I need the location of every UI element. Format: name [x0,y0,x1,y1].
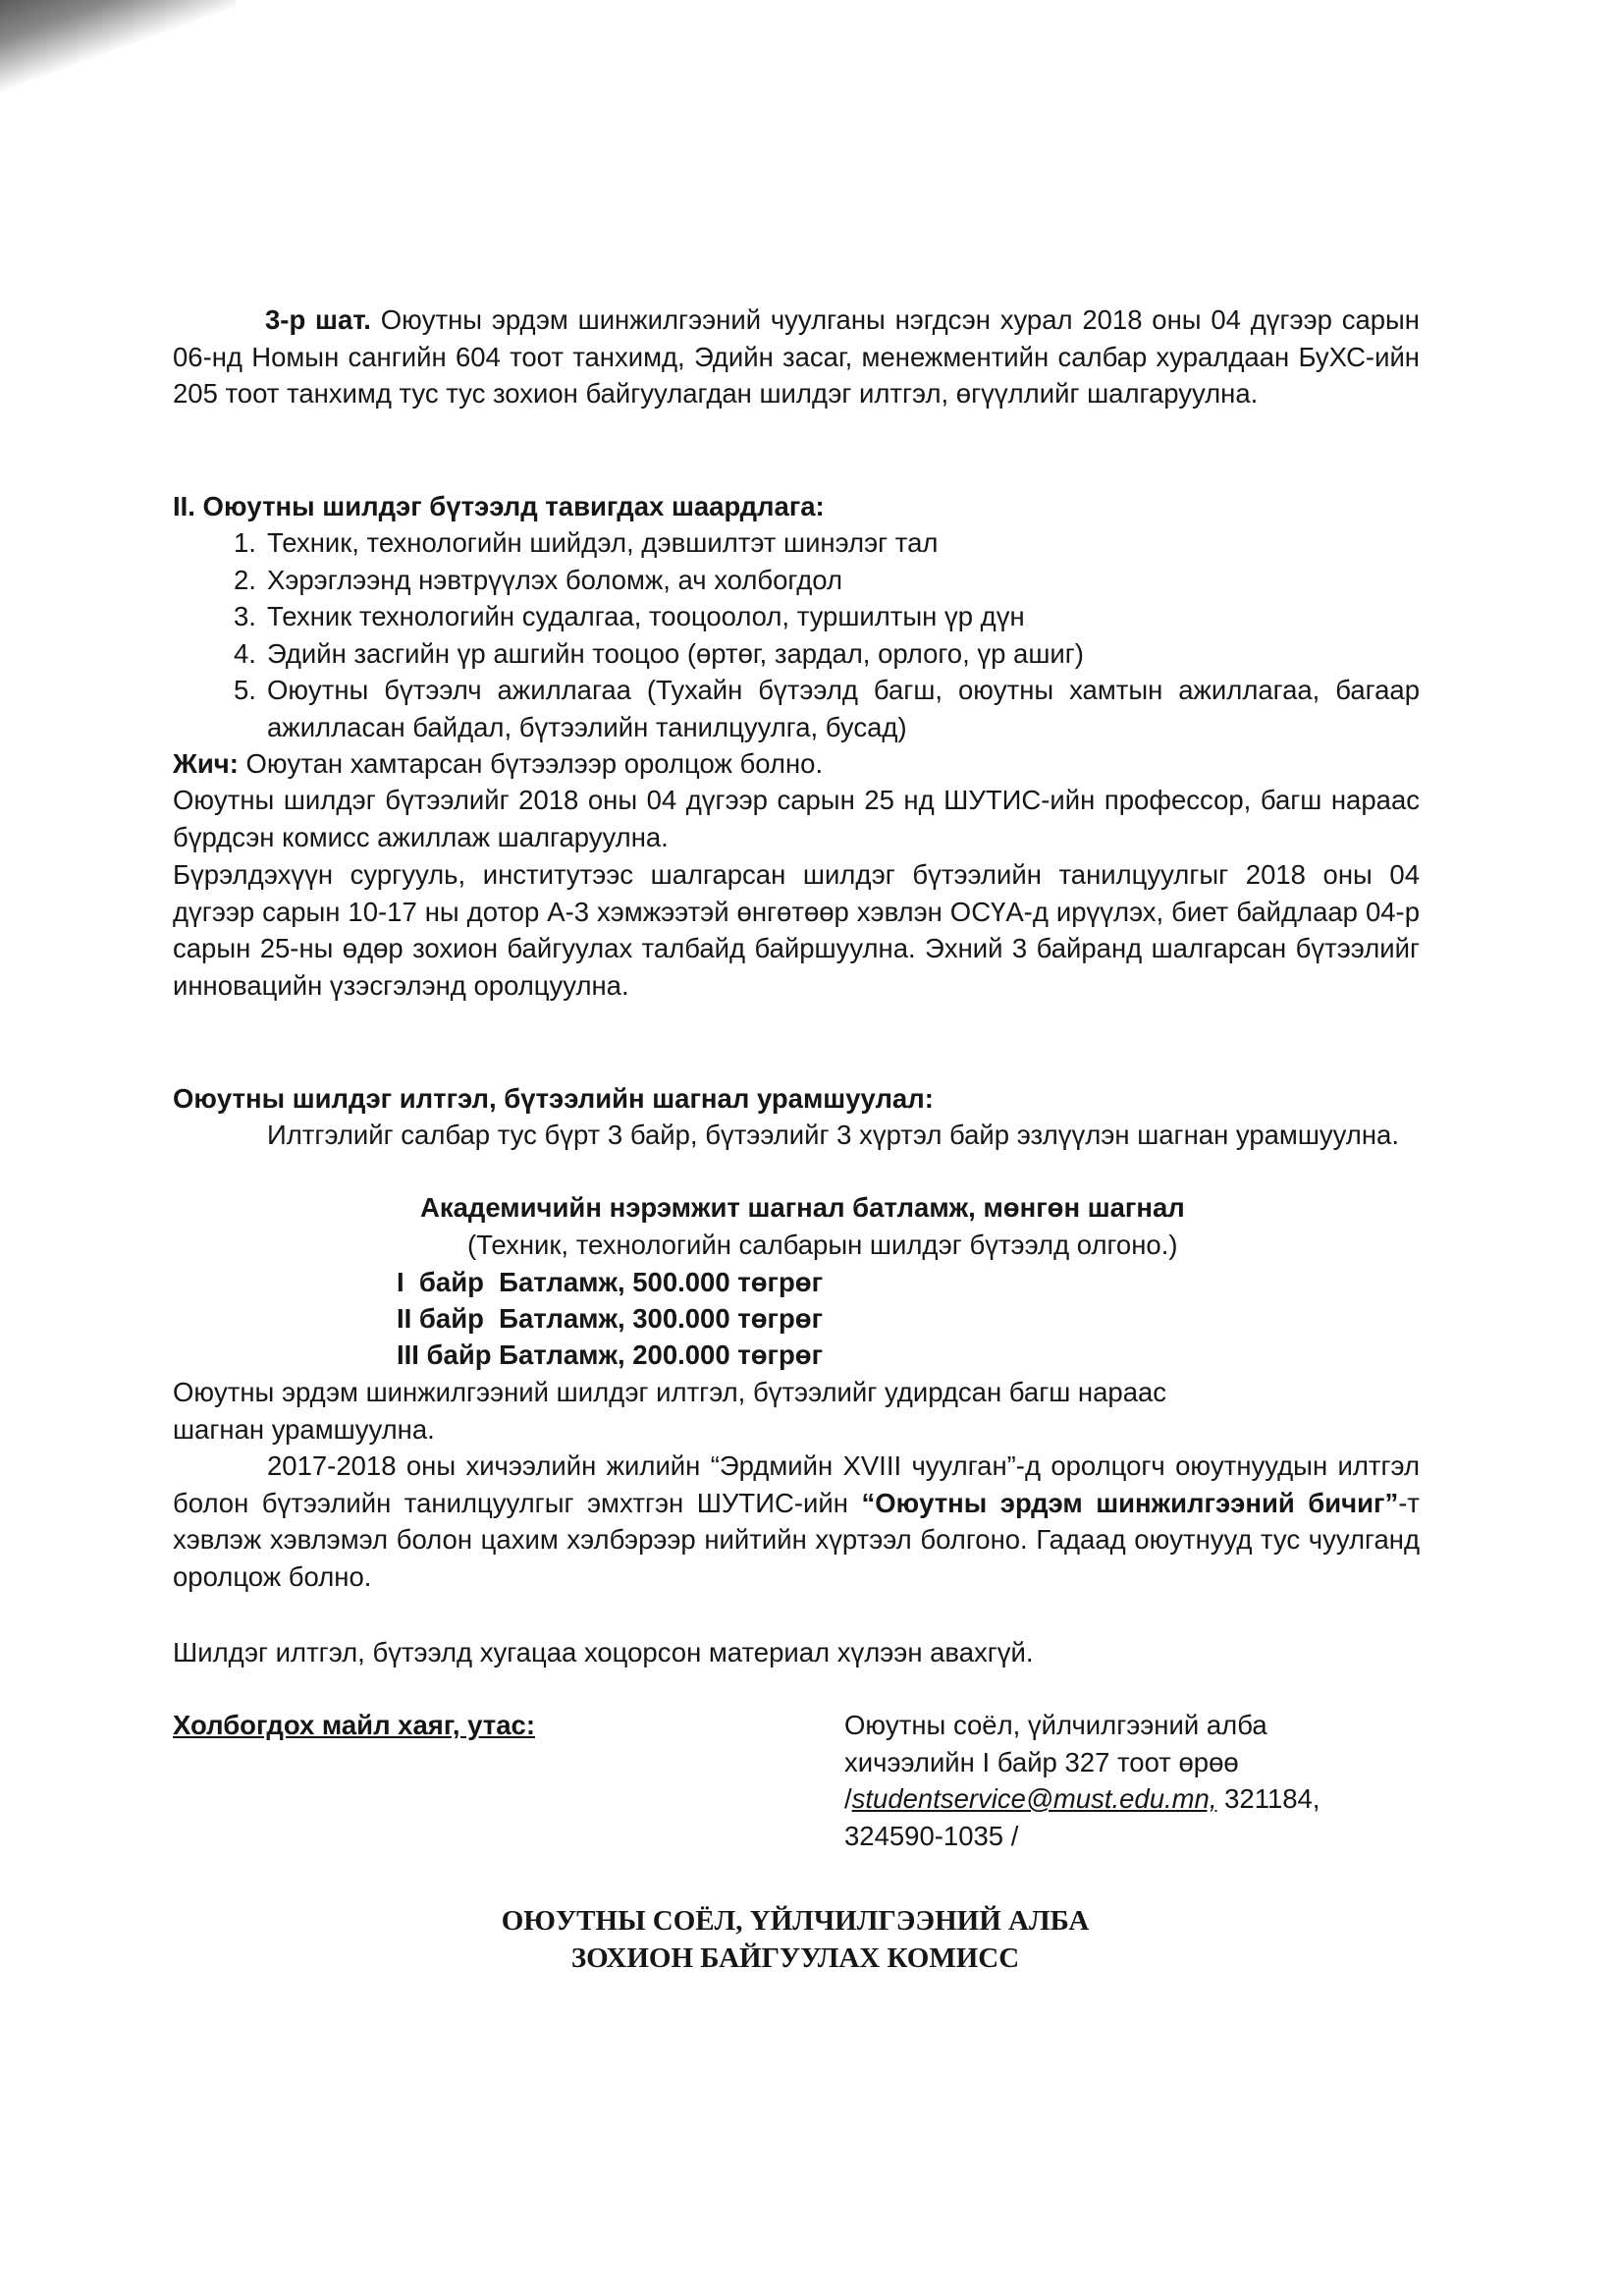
note-line [173,745,1420,783]
contact-details [844,1707,1420,1854]
award-place-2: II байр Батламж, 300.000 төгрөг [397,1303,824,1334]
contact-phones: 324590-1035 / [844,1820,1019,1851]
award-subtitle: (Техник, технологийн салбарын шилдэг бүтээлд олгоно.) [467,1230,1178,1260]
contact-email-line: /studentservice@must.edu.mn, 321184, [844,1783,1320,1814]
list-item: 3. Техник технологийн судалгаа, тооцоолол, туршилтын үр дүн [234,601,1025,631]
selection-paragraph: Оюутны шилдэг бүтээлийг 2018 оны 04 дүгээр сарын 25 нд ШУТИС-ийн профессор, багш нараас бүрдсэн комисс ажиллаж шалгаруулна. [173,785,1420,852]
note-label: Жич: [173,748,239,779]
stage3-label: 3-р шат. [265,304,371,335]
list-item: 1. Техник, технологийн шийдэл, дэвшилтэт шинэлэг тал [234,527,939,558]
awards-heading: Оюутны шилдэг илтгэл, бүтээлийн шагнал урамшуулал: [173,1083,934,1114]
stage3-text: Оюутны эрдэм шинжилгээний чуулганы нэгдсэн хурал 2018 оны 04 дүгээр сарын 06-нд Номын сангийн 604 тоот танхимд, Эдийн засаг, менежментийн салбар хуралдаан БуХС-ийн 205 тоот танхимд тус тус зохион байгуулагдан шилдэг илтгэл, өгүүллийг шалгаруулна. [173,304,1420,409]
folded-corner-shadow [0,0,236,147]
contact-room: хичээлийн I байр 327 тоот өрөө [844,1746,1239,1777]
stage3-paragraph [173,301,1420,412]
list-item: 2. Хэрэглээнд нэвтрүүлэх боломж, ач холбогдол [234,564,843,595]
award-place-3: III байр Батламж, 200.000 төгрөг [397,1339,824,1370]
award-title: Академичийн нэрэмжит шагнал батламж, мөнгөн шагнал [420,1192,1185,1223]
note-text: Оюутан хамтарсан бүтээлээр оролцож болно. [238,748,824,779]
requirements-list [173,524,1420,745]
publication-paragraph [173,1448,1420,1595]
section2-heading: II. Оюутны шилдэг бүтээлд тавигдах шаардлага: [173,491,825,521]
signature-line-1: ОЮУТНЫ СОЁЛ, ҮЙЛЧИЛГЭЭНИЙ АЛБА [501,1905,1090,1937]
late-notice: Шилдэг илтгэл, бүтээлд хугацаа хоцорсон материал хүлээн авахгүй. [173,1637,1034,1667]
contact-label: Холбогдох майл хаяг, утас: [173,1710,535,1740]
award-place-1: I байр Батламж, 500.000 төгрөг [397,1267,824,1297]
publication-text-2: -т хэвлэж хэвлэмэл болон цахим хэлбэрээр нийтийн хүртээл болгоно. Гадаад оюутнууд тус чуулганд оролцож болно. [173,1487,1421,1592]
schools-paragraph: Бүрэлдэхүүн сургууль, институтээс шалгарсан шилдэг бүтээлийн танилцуулгыг 2018 оны 04 дүгээр сарын 10-17 ны дотор А-3 хэмжээтэй өнгөтөөр хэвлэн ОСҮА-д ирүүлэх, биет байдлаар 04-р сарын 25-ны өдөр зохион байгуулах талбайд байршуулна. Эхний 3 байранд шалгарсан бүтээлийг инновацийн үзэсгэлэнд оролцуулна. [173,859,1420,1001]
awards-intro: Илтгэлийг салбар тус бүрт 3 байр, бүтээлийг 3 хүртэл байр эзлүүлэн шагнан урамшуулна. [267,1120,1399,1150]
teachers-paragraph: Оюутны эрдэм шинжилгээний шилдэг илтгэл, бүтээлийг удирдсан багш нараас шагнан урамшуулна. [173,1377,1167,1445]
publication-journal-name: “Оюутны эрдэм шинжилгээний бичиг” [861,1487,1399,1518]
publication-text-1: 2017-2018 оны хичээлийн жилийн “Эрдмийн XVIII чуулган”-д оролцогч оюутнуудын илтгэл болон бүтээлийн танилцуулгыг эмхтгэн ШУТИС-ийн [173,1450,1420,1518]
list-item: 5. Оюутны бүтээлч ажиллагаа (Тухайн бүтээлд багш, оюутны хамтын ажиллагаа, багаар ажилласан байдал, бүтээлийн танилцуулга, бусад) [234,675,1420,742]
list-item: 4. Эдийн засгийн үр ашгийн тооцоо (өртөг, зардал, орлого, үр ашиг) [234,637,1084,669]
contact-office: Оюутны соёл, үйлчилгээний алба [844,1710,1267,1740]
contact-email-link[interactable]: studentservice@must.edu.mn, [851,1783,1217,1814]
contact-block [173,1707,1420,1864]
signature-line-2: ЗОХИОН БАЙГУУЛАХ КОМИСС [570,1942,1020,1974]
